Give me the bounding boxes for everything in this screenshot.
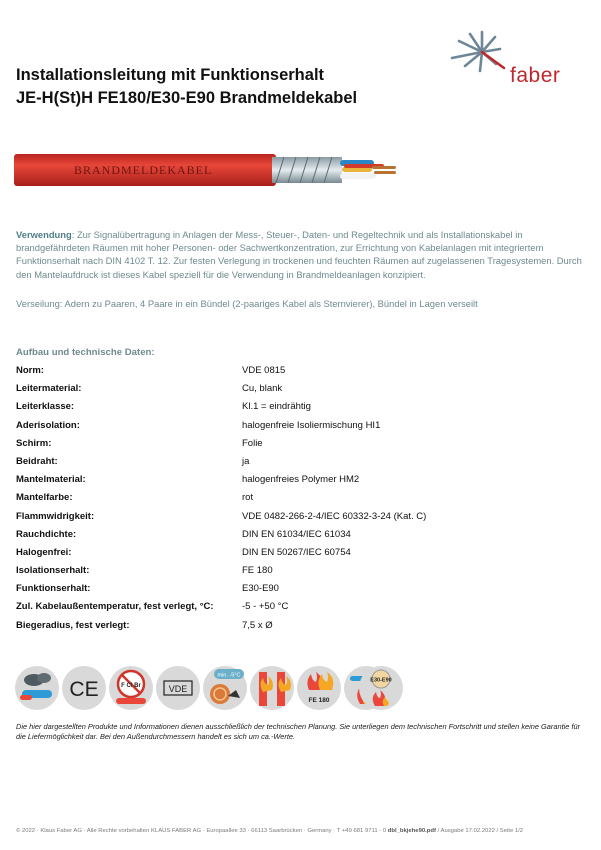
tech-key: Rauchdichte: bbox=[16, 528, 77, 540]
tech-data-table bbox=[16, 362, 576, 635]
tech-value: halogenfreie Isoliermischung HI1 bbox=[242, 419, 381, 431]
e30-label: E30-E90 bbox=[370, 677, 392, 684]
certification-icons bbox=[14, 662, 414, 714]
tech-row bbox=[16, 489, 576, 507]
tech-row bbox=[16, 362, 576, 380]
tech-row bbox=[16, 380, 576, 398]
tech-row bbox=[16, 471, 576, 489]
title-line-2: JE-H(St)H FE180/E30-E90 Brandmeldekabel bbox=[16, 89, 358, 107]
tech-row bbox=[16, 598, 576, 616]
tech-row bbox=[16, 417, 576, 435]
document-title bbox=[16, 64, 436, 110]
logo-wordmark: faber bbox=[510, 64, 561, 87]
halogen-free-icon bbox=[109, 666, 153, 710]
usage-description bbox=[16, 228, 582, 281]
tech-value: halogenfreies Polymer HM2 bbox=[242, 474, 360, 486]
ce-label: CE bbox=[69, 678, 99, 701]
tech-key: Schirm: bbox=[16, 437, 52, 449]
disclaimer: Die hier dargestellten Produkte und Informationen dienen ausschließlich der technischen Planung. Sie unterliegen dem technischen Fortschritt und stellen keine Garantie für die Liefermöglichkeit dar. Bei den Außendurchmessern handelt es sich um ca.-Werte. bbox=[16, 722, 581, 742]
stranding-description: Verseilung: Adern zu Paaren, 4 Paare in ein Bündel (2-paariges Kabel als Sternvierer), Bündel in Lagen verseilt bbox=[16, 298, 478, 309]
tech-value: Kl.1 = eindrähtig bbox=[242, 401, 311, 413]
tech-key: Halogenfrei: bbox=[16, 546, 72, 558]
tech-key: Biegeradius, fest verlegt: bbox=[16, 619, 130, 631]
tech-row bbox=[16, 544, 576, 562]
footer bbox=[16, 828, 591, 834]
smoke-density-icon bbox=[15, 666, 59, 710]
tech-key: Zul. Kabelaußentemperatur, fest verlegt, °C: bbox=[16, 601, 214, 613]
tech-key: Beidraht: bbox=[16, 455, 58, 467]
tech-key: Mantelfarbe: bbox=[16, 492, 73, 504]
tech-value: VDE 0815 bbox=[242, 365, 286, 376]
flame-retardant-icon bbox=[250, 666, 294, 710]
tech-row bbox=[16, 453, 576, 471]
footer-text: © 2022 · Klaus Faber AG · Alle Rechte vorbehalten KLAUS FABER AG · Europaallee 33 · 66113 Saarbrücken · Germany · T +49 681 9711 - 0 bbox=[16, 828, 387, 834]
tech-key: Norm: bbox=[16, 365, 44, 376]
title-line-1: Installationsleitung mit Funktionserhalt bbox=[16, 66, 325, 84]
usage-lead: Verwendung bbox=[16, 229, 72, 240]
temp-label: min. -5°C bbox=[217, 672, 241, 679]
cable-print: BRANDMELDEKABEL bbox=[74, 163, 213, 177]
tech-key: Aderisolation: bbox=[16, 419, 80, 431]
cable-product-image bbox=[14, 148, 404, 190]
footer-pageinfo: / Ausgabe 17.02.2022 / Seite 1/2 bbox=[437, 828, 524, 834]
tech-row bbox=[16, 580, 576, 598]
tech-key: Leiterklasse: bbox=[16, 401, 75, 413]
tech-value: FE 180 bbox=[242, 565, 273, 577]
min-temp-icon bbox=[203, 666, 247, 710]
fe180-label: FE 180 bbox=[308, 697, 330, 704]
tech-value: DIN EN 61034/IEC 61034 bbox=[242, 528, 351, 540]
tech-value: DIN EN 50267/IEC 60754 bbox=[242, 546, 351, 558]
halogen-label: F Cl Br bbox=[121, 683, 141, 689]
tech-row bbox=[16, 617, 576, 635]
tech-row bbox=[16, 508, 576, 526]
tech-value: Cu, blank bbox=[242, 383, 283, 395]
tech-key: Isolationserhalt: bbox=[16, 565, 90, 577]
tech-value: ja bbox=[242, 455, 250, 467]
e30-e90-badge bbox=[355, 662, 407, 714]
ce-mark-icon bbox=[62, 666, 106, 710]
usage-text: : Zur Signalübertragung in Anlagen der Mess-, Steuer-, Daten- und Regeltechnik und als Installationskabel in brandgefährdeten Räumen mit hoher Personen- oder Sachwertkonzentration, zur Errichtung von Kabelanlagen mit integriertem Funktionserhalt nach DIN 4102 T. 12. Zur festen Verlegung in trockenen und feuchten Räumen auf zugelassenen Tragesystemen. Durch den Mantelaufdruck ist dieses Kabel speziell für die Verwendung in Brandmeldeanlagen konzipiert. bbox=[16, 229, 582, 280]
vde-label: VDE bbox=[168, 684, 188, 694]
vde-mark-icon bbox=[156, 666, 200, 710]
tech-row bbox=[16, 562, 576, 580]
tech-row bbox=[16, 398, 576, 416]
tech-key: Funktionserhalt: bbox=[16, 583, 91, 595]
tech-data-heading: Aufbau und technische Daten: bbox=[16, 347, 155, 358]
tech-row bbox=[16, 435, 576, 453]
tech-value: VDE 0482-266-2-4/IEC 60332-3-24 (Kat. C) bbox=[242, 510, 427, 522]
tech-key: Leitermaterial: bbox=[16, 383, 82, 395]
tech-value: Folie bbox=[242, 437, 263, 449]
tech-value: rot bbox=[242, 492, 254, 504]
tech-key: Flammwidrigkeit: bbox=[16, 510, 95, 522]
tech-value: 7,5 x Ø bbox=[242, 619, 273, 631]
fire-resistance-fe180-icon bbox=[297, 666, 341, 710]
tech-value: -5 - +50 °C bbox=[242, 601, 289, 613]
tech-value: E30-E90 bbox=[242, 583, 279, 595]
footer-filename: dbl_bkjehe90.pdf bbox=[387, 828, 436, 834]
tech-key: Mantelmaterial: bbox=[16, 474, 86, 486]
tech-row bbox=[16, 526, 576, 544]
